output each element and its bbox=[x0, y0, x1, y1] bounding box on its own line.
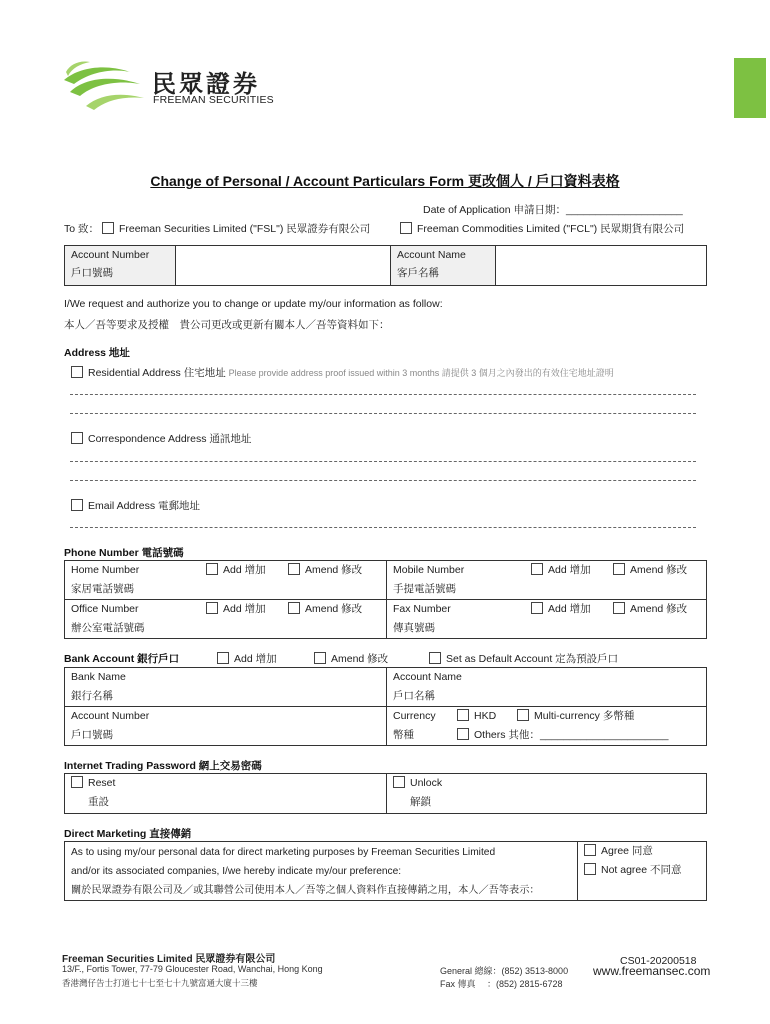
account-number-field[interactable] bbox=[176, 246, 391, 286]
correspondence-address-label: Correspondence Address 通訊地址 bbox=[88, 433, 252, 445]
unlock-cell bbox=[387, 774, 707, 814]
reset-label-cn: 重設 bbox=[88, 796, 109, 808]
bank-add-label: Add 增加 bbox=[234, 653, 277, 665]
logo-chinese-name: 民眾證券 bbox=[152, 70, 260, 98]
residential-address-label: Residential Address 住宅地址 bbox=[88, 367, 226, 379]
marketing-table bbox=[64, 841, 707, 901]
account-number-label-cell bbox=[65, 246, 176, 286]
email-address-option bbox=[71, 498, 200, 513]
bank-account-name-label-cn: 戶口名稱 bbox=[393, 690, 435, 702]
fcl-option bbox=[400, 221, 684, 236]
logo-english-name: FREEMAN SECURITIES bbox=[153, 94, 274, 106]
account-name-label-cell bbox=[391, 246, 496, 286]
bank-account-name-label: Account Name bbox=[393, 671, 462, 683]
address-heading: Address 地址 bbox=[64, 347, 130, 359]
residential-address-note: Please provide address proof issued within 3 months 請提供 3 個月之內發出的有效住宅地址證明 bbox=[228, 368, 614, 378]
account-table bbox=[64, 245, 707, 286]
phone-table bbox=[64, 560, 707, 639]
home-number-cell[interactable] bbox=[65, 561, 387, 600]
home-add-checkbox[interactable] bbox=[206, 563, 218, 575]
marketing-statement-line-3: 關於民眾證券有限公司及／或其聯營公司使用本人／吾等之個人資料作直接傳銷之用，本人／吾等表示： bbox=[71, 885, 540, 896]
date-input[interactable]: ____________________ bbox=[565, 204, 683, 216]
mobile-add-checkbox[interactable] bbox=[531, 563, 543, 575]
fax-add-checkbox[interactable] bbox=[531, 602, 543, 614]
footer-address-cn: 香港灣仔告士打道七十七至七十九號富通大廈十三樓 bbox=[62, 978, 258, 988]
fax-add-label: Add 增加 bbox=[548, 603, 591, 615]
residential-address-checkbox[interactable] bbox=[71, 366, 83, 378]
bank-name-label-cn: 銀行名稱 bbox=[71, 690, 113, 702]
email-address-checkbox[interactable] bbox=[71, 499, 83, 511]
phone-heading: Phone Number 電話號碼 bbox=[64, 547, 184, 559]
currency-label: Currency bbox=[393, 710, 436, 722]
fsl-label: Freeman Securities Limited ("FSL") 民眾證券有限公司 bbox=[118, 223, 371, 235]
bank-account-heading: Bank Account 銀行戶口 bbox=[64, 653, 180, 665]
others-label: Others 其他： bbox=[474, 729, 540, 741]
footer-general-line: General 總線：(852) 3513-8000 bbox=[440, 966, 569, 976]
footer-fax-line: Fax 傳真 ：(852) 2815-6728 bbox=[440, 979, 563, 989]
fax-number-label-cn: 傳真號碼 bbox=[393, 622, 435, 634]
date-label: Date of Application 申請日期： bbox=[423, 204, 566, 216]
request-text-cn: 本人／吾等要求及授權 貴公司更改或更新有關本人／吾等資料如下： bbox=[64, 319, 390, 331]
bank-amend-label: Amend 修改 bbox=[331, 653, 389, 665]
agree-checkbox[interactable] bbox=[584, 844, 596, 856]
request-text-en: I/We request and authorize you to change or update my/our information as follow: bbox=[64, 298, 443, 310]
fax-number-label: Fax Number bbox=[393, 603, 451, 615]
account-number-label-cn: 戶口號碼 bbox=[71, 267, 113, 279]
bank-name-label: Bank Name bbox=[71, 671, 126, 683]
marketing-statement-line-2: and/or its associated companies, I/we hereby indicate my/our preference: bbox=[71, 866, 402, 877]
bank-amend-checkbox[interactable] bbox=[314, 652, 326, 664]
fcl-label: Freeman Commodities Limited ("FCL") 民眾期貨有限公司 bbox=[417, 223, 685, 235]
unlock-label: Unlock bbox=[410, 777, 443, 789]
bank-amend-option bbox=[314, 651, 388, 666]
mobile-number-label-cn: 手提電話號碼 bbox=[393, 583, 456, 595]
direct-marketing-heading: Direct Marketing 直接傳銷 bbox=[64, 828, 192, 840]
office-add-checkbox[interactable] bbox=[206, 602, 218, 614]
marketing-statement-cell bbox=[65, 842, 578, 901]
mobile-number-cell[interactable] bbox=[387, 561, 707, 600]
unlock-label-cn: 解鎖 bbox=[410, 796, 431, 808]
hkd-label: HKD bbox=[474, 710, 497, 722]
bank-name-cell[interactable] bbox=[65, 668, 387, 707]
currency-label-cn: 幣種 bbox=[393, 729, 414, 741]
form-code: CS01-20200518 bbox=[620, 955, 697, 967]
office-amend-checkbox[interactable] bbox=[288, 602, 300, 614]
others-checkbox[interactable] bbox=[457, 728, 469, 740]
not-agree-checkbox[interactable] bbox=[584, 863, 596, 875]
bank-account-number-label-cn: 戶口號碼 bbox=[71, 729, 113, 741]
correspondence-address-line-1[interactable] bbox=[70, 461, 696, 462]
home-amend-checkbox[interactable] bbox=[288, 563, 300, 575]
bank-add-checkbox[interactable] bbox=[217, 652, 229, 664]
password-heading: Internet Trading Password 網上交易密碼 bbox=[64, 760, 262, 772]
fax-amend-label: Amend 修改 bbox=[630, 603, 688, 615]
fax-number-cell[interactable] bbox=[387, 600, 707, 639]
office-number-label-cn: 辦公室電話號碼 bbox=[71, 622, 145, 634]
multi-currency-checkbox[interactable] bbox=[517, 709, 529, 721]
account-name-label-cn: 客戶名稱 bbox=[397, 267, 439, 279]
email-address-label: Email Address 電郵地址 bbox=[88, 500, 201, 512]
residential-address-option bbox=[71, 365, 614, 380]
fcl-checkbox[interactable] bbox=[400, 222, 412, 234]
brand-side-tab bbox=[734, 58, 766, 118]
residential-address-line-1[interactable] bbox=[70, 394, 696, 395]
date-of-application bbox=[423, 202, 683, 217]
account-number-label: Account Number bbox=[71, 249, 150, 261]
bank-add-option bbox=[217, 651, 277, 666]
footer-company: Freeman Securities Limited 民眾證券有限公司 bbox=[62, 954, 276, 965]
hkd-checkbox[interactable] bbox=[457, 709, 469, 721]
reset-cell bbox=[65, 774, 387, 814]
others-input[interactable]: ______________________ bbox=[539, 729, 669, 741]
account-name-field[interactable] bbox=[496, 246, 707, 286]
marketing-choice-cell bbox=[578, 842, 707, 901]
home-number-label: Home Number bbox=[71, 564, 140, 576]
bank-default-label: Set as Default Account 定為預設戶口 bbox=[446, 653, 619, 665]
freeman-logo-icon bbox=[60, 58, 152, 120]
office-amend-label: Amend 修改 bbox=[305, 603, 363, 615]
not-agree-label: Not agree 不同意 bbox=[601, 864, 682, 876]
bank-default-checkbox[interactable] bbox=[429, 652, 441, 664]
email-address-line[interactable] bbox=[70, 527, 696, 528]
home-amend-label: Amend 修改 bbox=[305, 564, 363, 576]
unlock-checkbox[interactable] bbox=[393, 776, 405, 788]
bank-account-number-label: Account Number bbox=[71, 710, 150, 722]
website-link[interactable]: www.freemansec.com bbox=[593, 964, 711, 978]
footer-address-en: 13/F., Fortis Tower, 77-79 Gloucester Road, Wanchai, Hong Kong bbox=[62, 964, 323, 974]
home-add-label: Add 增加 bbox=[223, 564, 266, 576]
correspondence-address-line-2[interactable] bbox=[70, 480, 696, 481]
password-table bbox=[64, 773, 707, 814]
home-number-label-cn: 家居電話號碼 bbox=[71, 583, 134, 595]
bank-default-option bbox=[429, 651, 618, 666]
form-title: Change of Personal / Account Particulars Form 更改個人 / 戶口資料表格 bbox=[150, 173, 620, 189]
mobile-amend-label: Amend 修改 bbox=[630, 564, 688, 576]
multi-currency-label: Multi-currency 多幣種 bbox=[534, 710, 635, 722]
marketing-statement-line-1: As to using my/our personal data for direct marketing purposes by Freeman Securities Limited bbox=[71, 847, 496, 858]
bank-table bbox=[64, 667, 707, 746]
office-add-label: Add 增加 bbox=[223, 603, 266, 615]
office-number-label: Office Number bbox=[71, 603, 139, 615]
to-label: To 致： bbox=[64, 223, 100, 235]
account-name-label: Account Name bbox=[397, 249, 466, 261]
recipient-row bbox=[64, 221, 370, 236]
mobile-add-label: Add 增加 bbox=[548, 564, 591, 576]
office-number-cell[interactable] bbox=[65, 600, 387, 639]
bank-account-number-cell[interactable] bbox=[65, 707, 387, 746]
residential-address-line-2[interactable] bbox=[70, 413, 696, 414]
currency-cell bbox=[387, 707, 707, 746]
fax-amend-checkbox[interactable] bbox=[613, 602, 625, 614]
reset-checkbox[interactable] bbox=[71, 776, 83, 788]
correspondence-address-option bbox=[71, 431, 251, 446]
fsl-checkbox[interactable] bbox=[102, 222, 114, 234]
mobile-amend-checkbox[interactable] bbox=[613, 563, 625, 575]
reset-label: Reset bbox=[88, 777, 116, 789]
correspondence-address-checkbox[interactable] bbox=[71, 432, 83, 444]
bank-account-name-cell[interactable] bbox=[387, 668, 707, 707]
agree-label: Agree 同意 bbox=[601, 845, 653, 857]
mobile-number-label: Mobile Number bbox=[393, 564, 465, 576]
